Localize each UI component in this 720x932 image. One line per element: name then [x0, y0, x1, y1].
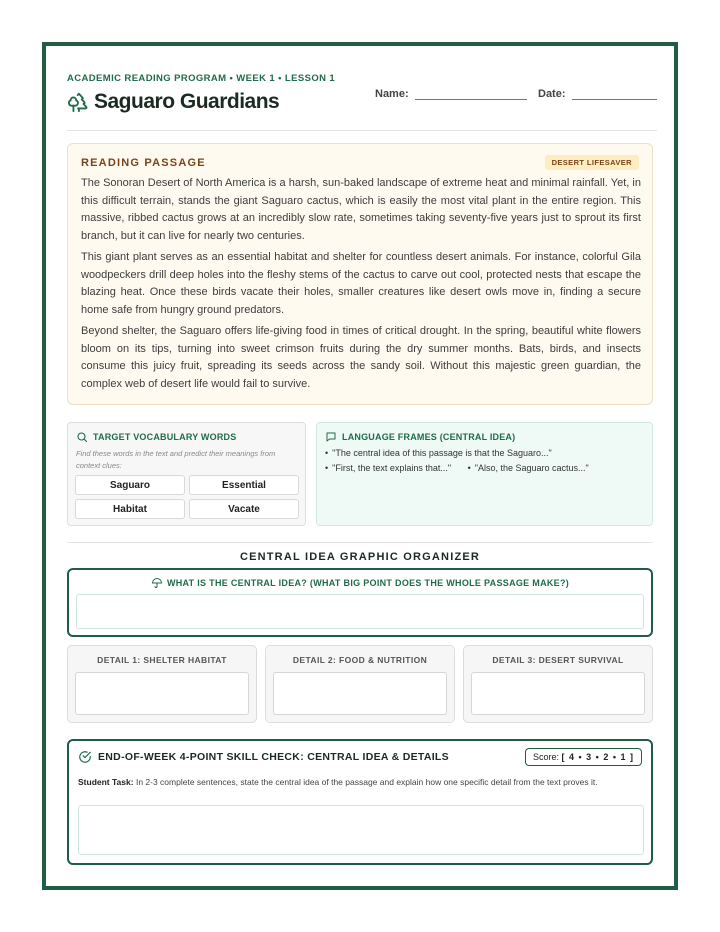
skill-check-heading: [78, 750, 449, 764]
page-title: Saguaro Guardians: [94, 90, 280, 113]
passage-body: [81, 175, 641, 397]
student-task: [78, 777, 644, 788]
score-scale: [ 4 • 3 • 2 • 1 ]: [561, 752, 634, 762]
vocab-word-essential: Essential: [189, 475, 299, 495]
task-text: In 2-3 complete sentences, state the central idea of the passage and explain how one specific detail from the text proves it.: [135, 777, 598, 787]
central-idea-prompt: WHAT IS THE CENTRAL IDEA? (WHAT BIG POINT DOES THE WHOLE PASSAGE MAKE?): [166, 578, 570, 588]
detail-input-2[interactable]: [273, 672, 447, 715]
passage-heading: READING PASSAGE: [81, 157, 206, 169]
frame-item-2: • "First, the text explains that...": [325, 463, 451, 473]
organizer-title: CENTRAL IDEA GRAPHIC ORGANIZER: [239, 551, 481, 563]
passage-paragraph-3: Beyond shelter, the Saguaro offers life-giving food in times of critical drought. In the spring, beautiful white flowers bloom on its tips, turning into sweet crimson fruits during the dry summer months. Bats, birds, and insects consume this juicy fruit, spreading its seeds across the sandy soil. Without this majestic green guardian, the complex web of desert life would fail to survive.: [81, 325, 641, 390]
central-idea-box: [67, 568, 653, 637]
vocab-hint: Find these words in the text and predict their meanings from context clues:: [76, 449, 276, 470]
frames-list: [325, 448, 603, 478]
date-field[interactable]: [538, 86, 657, 100]
detail-heading-2: DETAIL 2: FOOD & NUTRITION: [292, 655, 428, 665]
score-box: [525, 748, 642, 766]
tree-icon: [67, 91, 89, 113]
vocab-word-vacate: Vacate: [189, 499, 299, 519]
task-label: Student Task:: [78, 777, 134, 787]
umbrella-icon: [151, 577, 163, 589]
detail-input-1[interactable]: [75, 672, 249, 715]
passage-badge: DESERT LIFESAVER: [545, 155, 639, 170]
vocab-word-saguaro: Saguaro: [75, 475, 185, 495]
name-field[interactable]: [375, 86, 527, 100]
passage-paragraph-1: The Sonoran Desert of North America is a harsh, sun-baked landscape of extreme heat and minimal rainfall. Yet, in this difficult terrain, stands the giant Saguaro cactus, which is easily the most vital plant in the entire region. This massive, ribbed cactus grows at an incredibly slow rate, sometimes taking seventy-five years just to sprout its first branch, but it can live for nearly two centuries.: [81, 177, 641, 242]
detail-box-2: [265, 645, 455, 723]
frames-heading: [325, 431, 515, 443]
skill-check-box: [67, 739, 653, 865]
detail-heading-1: DETAIL 1: SHELTER HABITAT: [97, 655, 227, 665]
date-label: Date:: [538, 88, 566, 100]
name-label: Name:: [375, 88, 409, 100]
central-idea-input[interactable]: [76, 594, 644, 629]
speech-bubble-icon: [325, 431, 337, 443]
detail-box-1: [67, 645, 257, 723]
worksheet-header: [67, 73, 657, 131]
language-frames-box: [316, 422, 653, 526]
name-line[interactable]: [415, 86, 527, 100]
detail-box-3: [463, 645, 653, 723]
vocab-heading-text: TARGET VOCABULARY WORDS: [93, 432, 237, 442]
frame-item-1: • "The central idea of this passage is that the Saguaro...": [325, 448, 552, 458]
check-circle-icon: [78, 750, 92, 764]
section-divider: [67, 542, 653, 543]
skill-check-heading-text: END-OF-WEEK 4-POINT SKILL CHECK: CENTRAL IDEA & DETAILS: [98, 751, 449, 763]
title-row: [67, 90, 279, 114]
detail-heading-3: DETAIL 3: DESERT SURVIVAL: [492, 655, 624, 665]
skill-check-answer[interactable]: [78, 805, 644, 855]
vocab-word-habitat: Habitat: [75, 499, 185, 519]
frames-heading-text: LANGUAGE FRAMES (CENTRAL IDEA): [342, 432, 516, 442]
passage-paragraph-2: This giant plant serves as an essential habitat and shelter for countless desert animals. For instance, colorful Gila woodpeckers drill deep holes into the fleshy stems of the cactus to carve out cool, protected nests that escape the blazing heat. Once these birds vacate their holes, smaller creatures like desert owls move in, finding a secure home safe from hungry ground predators.: [81, 251, 641, 316]
vocab-grid: [75, 475, 299, 519]
score-label: Score:: [532, 752, 559, 762]
reading-passage: [67, 143, 653, 405]
program-kicker: ACADEMIC READING PROGRAM • WEEK 1 • LESSON 1: [67, 73, 336, 84]
vocab-heading: [76, 431, 236, 443]
detail-input-3[interactable]: [471, 672, 645, 715]
date-line[interactable]: [572, 86, 657, 100]
worksheet-frame: [42, 42, 678, 890]
frame-item-3: • "Also, the Saguaro cactus...": [468, 463, 589, 473]
search-icon: [76, 431, 88, 443]
central-idea-heading: [69, 577, 651, 589]
vocabulary-box: [67, 422, 306, 526]
